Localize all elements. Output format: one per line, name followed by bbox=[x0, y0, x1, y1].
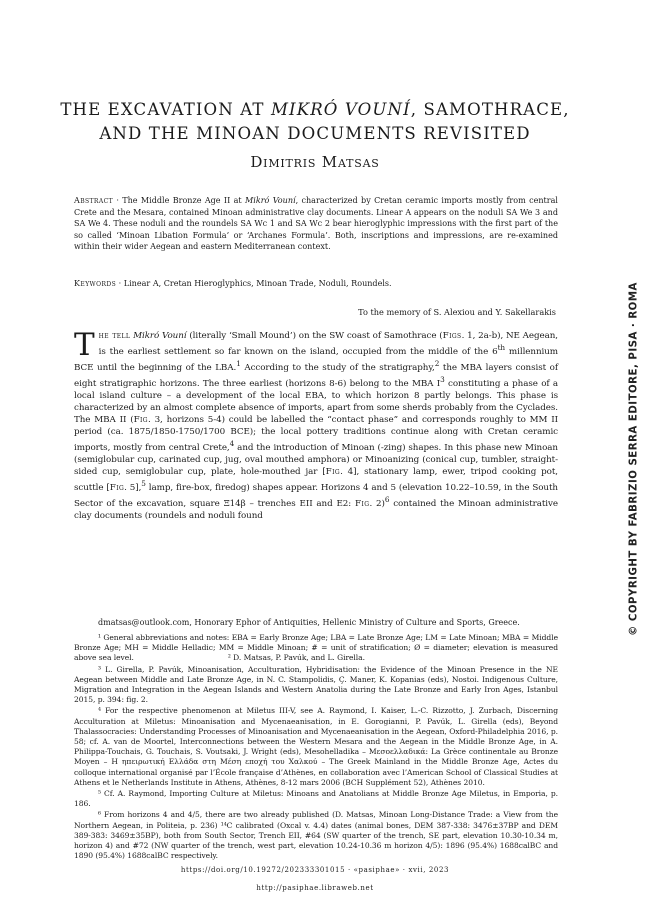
doi-line: https://doi.org/10.19272/202333301015 · «pasiphae» · xvii, 2023 bbox=[180, 866, 450, 874]
footnote-ref: 5 bbox=[141, 479, 146, 489]
abstract-text-a: The Middle Bronze Age II at bbox=[122, 196, 245, 205]
footnote-ref: 2 bbox=[434, 359, 440, 368]
body-seg: . 5], bbox=[124, 483, 142, 494]
footnote-4: ⁴ For the respective phenomenon at Miletus III-V, see A. Raymond, I. Kaiser, L.-C. Rizzotto, J. Zurbach, Discerning Acculturation at Miletus: Minoanisation and Mycenaeanisation, in E. Gorogianni, P. Pavúk, L. Girella (eds), Beyond Thalassocracies: Understanding Processes of Minoanisation and Mycenaeanisation in the Aegean, Oxford-Philadelphia 2016, p. 58; cf. A. van de Moortel, Interconnections between the Western Mesara and the Aegean in the Middle Bronze Age, in A. Philippa-Touchais, G. Touchais, S. Voutsaki, J. Wright (eds), Mesohelladika – Μεσοελλαδικά: La Grèce continentale au Bronze Moyen – Η ηπειρωτική Ελλάδα στη Μέση εποχή του Χαλκού – The Greek Mainland in the Middle Bronze Age, Actes du colloque international organisé par l’École française d’Athènes, en collaboration avec l’American School of Classical Studies at Athens et le Netherlands Institute in Athens, Athènes, 8-12 mars 2006 (BCH Supplément 52), Athènes 2010. bbox=[74, 706, 558, 787]
keywords-label: Keywords bbox=[74, 279, 117, 288]
body-seg: millennium BCE until the beginning of the LBA. bbox=[74, 346, 558, 373]
title-line2: AND THE MINOAN DOCUMENTS REVISITED bbox=[99, 124, 531, 143]
body-seg: . 1, 2a-b), NE Aegean, is the earliest settlement so far known on the island, occupied from the middle of the 6 bbox=[98, 331, 559, 357]
body-seg: the MBA layers consist of eight stratigraphic horizons. The three earliest (horizons 8-6) belong to the MBA I bbox=[74, 362, 558, 389]
keywords bbox=[74, 278, 558, 289]
figure-ref: Fig bbox=[355, 499, 370, 509]
footnote-1-2: ¹ General abbreviations and notes: EBA = Early Bronze Age; LBA = Late Bronze Age; LM = Late Minoan; MBA = Middle Bronze Age; MH = Middle Helladic; MM = Middle Minoan; # = unit of stratification; Ø = diameter; elevation is measured above sea level. ² D. Matsas, P. Pavúk, and L. Girella. bbox=[74, 633, 561, 663]
title-italic-site: MIKRÓ VOUNÍ bbox=[270, 100, 411, 119]
author-name: Dimitris Matsas bbox=[250, 153, 380, 171]
body-italic-site: Mikró Vouní bbox=[133, 331, 187, 341]
footnote-3: ³ L. Girella, P. Pavúk, Minoanisation, Acculturation, Hybridisation: the Evidence of the Minoan Presence in the NE Aegean between Middle and Late Bronze Age, in N. C. Stampolidis, Ç. Maner, K. Kopanias (eds), Nostoi. Indigenous Culture, Migration and Integration in the Aegean Islands and Western Anatolia during the Late Bronze and Early Iron Ages, Istanbul 2015, p. 394: fig. 2. bbox=[74, 664, 558, 705]
keywords-text: Linear A, Cretan Hieroglyphics, Minoan Trade, Noduli, Roundels. bbox=[123, 279, 392, 288]
body-seg: and the introduction of Minoan (-zing) shapes. In this phase new Minoan (semiglobular cup, carinated cup, jug, oval mouthed amphora) or Minoanizing (conical cup, tumbler, straight-sided cup, semiglobular cup, plate, hole-mouthed jar [ bbox=[74, 443, 558, 478]
keywords-separator: · bbox=[116, 279, 124, 288]
superscript: th bbox=[497, 343, 506, 353]
author-affiliation: dmatsas@outlook.com, Honorary Ephor of Antiquities, Hellenic Ministry of Culture and Sports, Greece. bbox=[98, 618, 520, 627]
title-line1-suffix: , SAMOTHRACE, bbox=[410, 100, 570, 119]
footnotes bbox=[74, 633, 561, 862]
body-sc-opening: he tell bbox=[98, 331, 131, 341]
title-line1-prefix: THE EXCAVATION AT bbox=[60, 100, 271, 119]
figure-ref: Fig bbox=[109, 483, 125, 494]
body-seg: constituting a phase of a local island culture – a development of the local EBA, to which horizon 8 partly belongs. This phase is characterized by an almost complete absence of imports, apart from some sherds probably from the Cyclades. The MBA II ( bbox=[74, 378, 558, 425]
figure-ref: Fig bbox=[133, 415, 148, 425]
body-seg: . 4], stationary lamp, ewer, tripod cooking pot, scuttle [ bbox=[74, 467, 558, 494]
abstract bbox=[74, 195, 558, 253]
footnote-ref: 3 bbox=[440, 374, 445, 384]
body-seg: . 2) bbox=[369, 499, 385, 509]
abstract-separator: · bbox=[112, 196, 123, 205]
abstract-italic: Mikró Vouní bbox=[245, 196, 296, 205]
abstract-label: Abstract bbox=[74, 196, 113, 205]
body-seg: lamp, fire-box, firedog) shapes appear. Horizons 4 and 5 (elevation 10.22–10.59, in the South Sector of the excavation, square Ξ14β – trenches EII and E2: bbox=[74, 483, 558, 509]
body-seg: . 3, horizons 5-4) could be labelled the “contact phase” and corresponds roughly to MM II period (ca. 1875/1850-1750/1700 BCE); the local pottery traditions continue along with Cretan ceramic imports, mostly from central Crete, bbox=[74, 415, 558, 453]
footnote-6: ⁶ From horizons 4 and 4/5, there are two already published (D. Matsas, Minoan Long-Distance Trade: a View from the Northern Aegean, in Politeia, p. 236) ¹⁴C calibrated (Oxcal v. 4.4) dates (animal bones, DEM 387-338: 3476±37BP and DEM 389-383: 3469±35BP), both from South Sector, Trench EII, #64 (SW quarter of the trench, SE part, elevation 10.30-10.34 m, horizon 4) and #72 (NW quarter of the trench, west part, elevation 10.24-10.36 m horizon 4/5): 1896 (95.4%) 1688calBC and 1890 (95.4%) 1688calBC respectively. bbox=[74, 810, 558, 861]
copyright-sidebar bbox=[624, 254, 644, 664]
abstract-text-b: , characterized by Cretan ceramic imports mostly from central Crete and the Mesara, contained Minoan administrative clay documents. Linear A appears on the noduli SA We 3 and SA We 4. These noduli and the roundels SA Wc 1 and SA Wc 2 bear hieroglyphic impressions with the first part of the so called ‘Minoan Libation Formula’ or ‘Archanes Formula’. Both, inscriptions and impressions, are re-examined within their wider Aegean and eastern Mediterranean context. bbox=[74, 196, 559, 252]
journal-website: http://pasiphae.libraweb.net bbox=[256, 884, 374, 892]
figure-ref: Fig bbox=[325, 467, 341, 478]
figure-ref: Figs bbox=[442, 331, 462, 341]
dedication: To the memory of S. Alexiou and Y. Sakellarakis bbox=[358, 307, 556, 317]
article-title bbox=[60, 98, 570, 146]
copyright-text: © COPYRIGHT BY FABRIZIO SERRA EDITORE, PISA · ROMA bbox=[628, 282, 640, 636]
body-seg: (literally ‘Small Mound’) on the SW coast of Samothrace ( bbox=[186, 331, 443, 341]
footnote-5: ⁵ Cf. A. Raymond, Importing Culture at Miletus: Minoans and Anatolians at Middle Bronze Age Miletus, in Emporia, p. 186. bbox=[74, 789, 558, 809]
footnote-ref: 6 bbox=[384, 495, 390, 505]
body-seg: According to the study of the stratigraphy, bbox=[240, 362, 435, 373]
footnote-ref: 4 bbox=[229, 439, 235, 449]
body-paragraph bbox=[74, 327, 559, 522]
body-seg: contained the Minoan administrative clay documents (roundels and noduli found bbox=[74, 499, 558, 522]
drop-cap: T bbox=[74, 327, 95, 363]
footnote-ref: 1 bbox=[236, 359, 241, 368]
